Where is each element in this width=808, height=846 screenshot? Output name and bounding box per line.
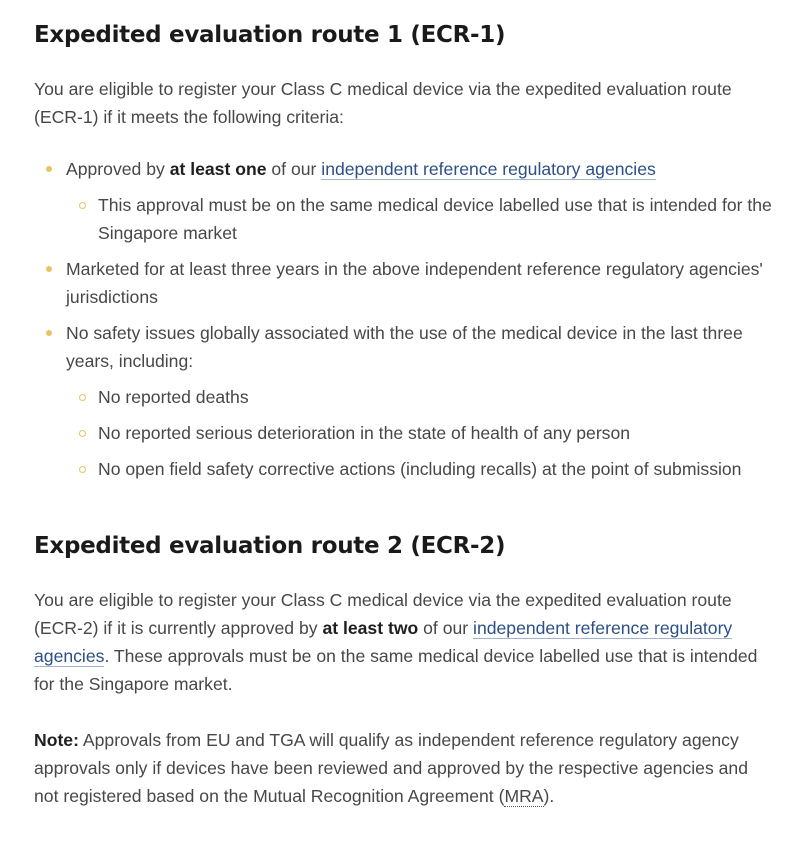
- criteria-text: of our: [266, 159, 322, 179]
- bullet-circle-icon: [79, 466, 86, 473]
- note-text: Approvals from EU and TGA will qualify as independent reference regulatory agency approvals only if devices have been reviewed and approved by the respective agencies and not registered based on the Mutual Recognition Agreement (: [34, 730, 748, 806]
- sub-item-text: No reported deaths: [98, 387, 249, 407]
- criteria-text: Marketed for at least three years in the above independent reference regulatory agencies' jurisdictions: [66, 259, 763, 307]
- bullet-dot-icon: [46, 266, 52, 272]
- ecr2-bold: at least two: [322, 618, 419, 638]
- ecr2-text: You are eligible to register your Class C medical device via the expedited evaluation route (ECR-2) if it is currently approved by: [34, 590, 732, 638]
- bullet-circle-icon: [79, 394, 86, 401]
- sub-item: [66, 419, 774, 447]
- note-paragraph: [34, 726, 774, 810]
- ecr2-description: [34, 586, 774, 698]
- ecr1-intro: You are eligible to register your Class C medical device via the expedited evaluation route (ECR-1) if it meets the following criteria:: [34, 79, 732, 127]
- criteria-item-safety: [34, 319, 774, 483]
- section-heading-ecr2: Expedited evaluation route 2 (ECR-2): [34, 533, 506, 559]
- mra-abbreviation[interactable]: MRA: [504, 786, 544, 806]
- criteria-text: No safety issues globally associated with the use of the medical device in the last three years, including:: [66, 323, 743, 371]
- bullet-circle-icon: [79, 430, 86, 437]
- sub-item: [66, 191, 774, 247]
- section-heading-ecr1: Expedited evaluation route 1 (ECR-1): [34, 22, 506, 48]
- sub-list: [66, 191, 774, 247]
- criteria-bold: at least one: [169, 159, 267, 179]
- note-end: ).: [543, 786, 555, 806]
- bullet-dot-icon: [46, 166, 52, 172]
- note-label: Note:: [34, 730, 79, 750]
- criteria-item-marketed: [34, 255, 774, 311]
- ecr2-text: . These approvals must be on the same medical device labelled use that is intended for the Singapore market.: [34, 646, 758, 694]
- ecr2-text: of our: [418, 618, 474, 638]
- sub-item: [66, 383, 774, 411]
- sub-item-text: No reported serious deterioration in the state of health of any person: [98, 423, 631, 443]
- criteria-text: Approved by: [66, 159, 170, 179]
- sub-list: [66, 383, 774, 483]
- bullet-circle-icon: [79, 202, 86, 209]
- ecr1-criteria-list: [34, 155, 774, 483]
- agencies-link[interactable]: independent reference regulatory agencies: [321, 159, 656, 179]
- agencies-link[interactable]: independent reference regulatory agencies: [34, 618, 733, 666]
- bullet-dot-icon: [46, 330, 52, 336]
- sub-item: [66, 455, 774, 483]
- criteria-item-approval: [34, 155, 774, 247]
- sub-item-text: This approval must be on the same medical device labelled use that is intended for the Singapore market: [98, 195, 772, 243]
- sub-item-text: No open field safety corrective actions (including recalls) at the point of submission: [98, 459, 742, 479]
